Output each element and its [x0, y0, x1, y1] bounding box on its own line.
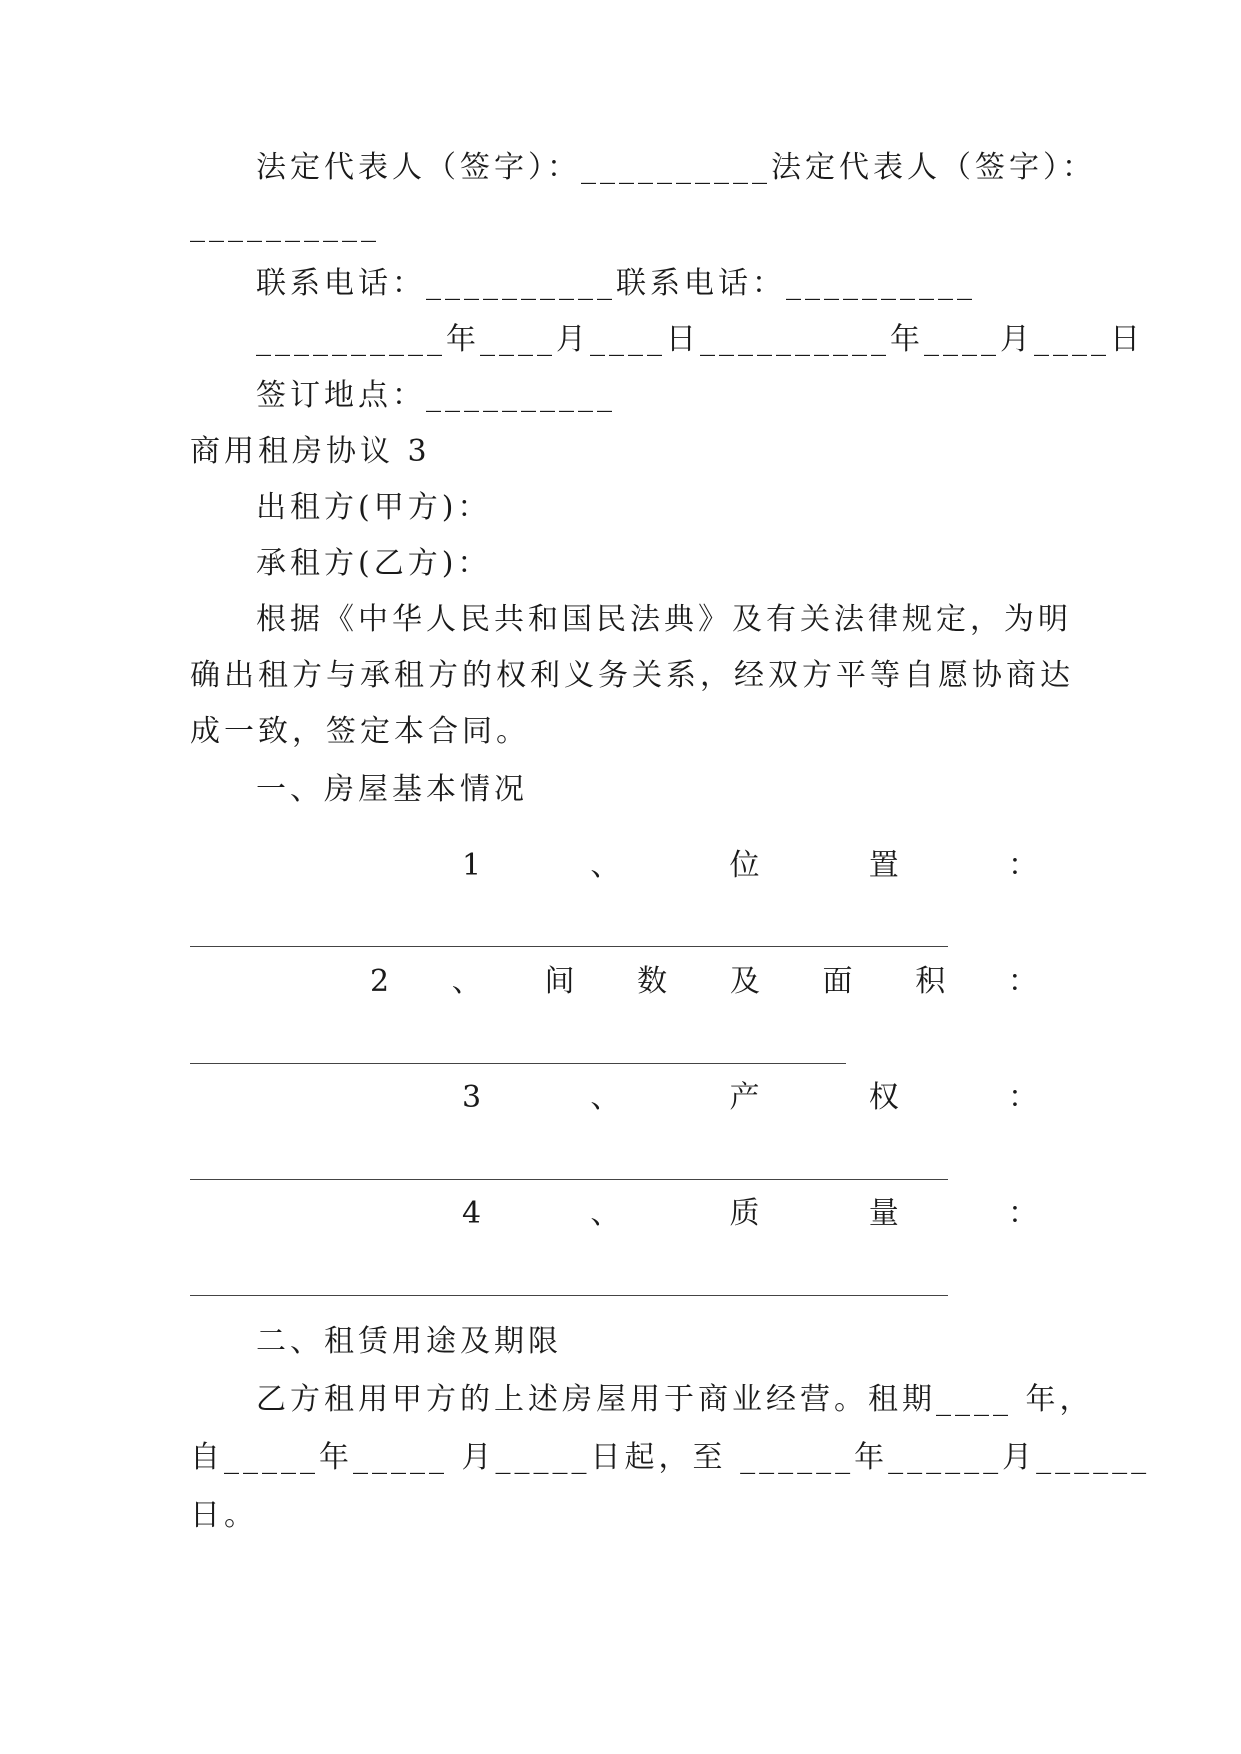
blank-underline [190, 1063, 846, 1064]
lease-term-line-2: 自_____年_____ 月_____日起，至 ______年______月______ [190, 1440, 1151, 1475]
item-part: ： [1007, 848, 1038, 883]
item-part: 2 [370, 964, 390, 999]
item-part: 及 [729, 964, 760, 999]
date-line: __________年____月____日__________年____月____日 [256, 322, 1144, 357]
item-3-ownership [462, 1078, 1038, 1118]
blank-underline [190, 1179, 948, 1180]
item-1-location [462, 846, 1038, 886]
preamble-line-1: 根据《中华人民共和国民法典》及有关法律规定，为明 [256, 602, 1072, 637]
item-part: 、 [590, 1080, 621, 1115]
item-part: 3 [462, 1080, 482, 1115]
section-1-heading: 一、房屋基本情况 [256, 772, 528, 807]
item-2-rooms-area [370, 962, 1038, 1002]
blank-underline [190, 1295, 948, 1296]
preamble-line-2: 确出租方与承租方的权利义务关系，经双方平等自愿协商达 [190, 658, 1074, 693]
item-part: 质 [729, 1196, 760, 1231]
legal-rep-signature-continuation: __________ [190, 208, 380, 243]
lease-term-line-3: 日。 [190, 1498, 258, 1533]
item-part: 、 [451, 964, 482, 999]
item-part: 量 [868, 1196, 899, 1231]
lessee-line: 承租方(乙方)： [256, 546, 492, 581]
item-part: 位 [729, 848, 760, 883]
item-part: 积 [915, 964, 946, 999]
item-part: 权 [868, 1080, 899, 1115]
item-part: 、 [590, 1196, 621, 1231]
item-part: 间 [544, 964, 575, 999]
item-part: 置 [868, 848, 899, 883]
preamble-line-3: 成一致，签定本合同。 [190, 714, 530, 749]
item-part: ： [1007, 964, 1038, 999]
item-part: 数 [637, 964, 668, 999]
item-part: 1 [462, 848, 482, 883]
item-4-quality [462, 1194, 1038, 1234]
contact-phone-line: 联系电话：__________联系电话：__________ [256, 266, 976, 301]
item-part: ： [1007, 1080, 1038, 1115]
item-part: 面 [822, 964, 853, 999]
item-part: 、 [590, 848, 621, 883]
item-part: 4 [462, 1196, 482, 1231]
item-part: 产 [729, 1080, 760, 1115]
contract-title: 商用租房协议 3 [190, 434, 431, 469]
item-part: ： [1007, 1196, 1038, 1231]
legal-rep-signature-line: 法定代表人（签字）：__________法定代表人（签字）： [256, 150, 1096, 185]
lease-term-line-1: 乙方租用甲方的上述房屋用于商业经营。租期____ 年， [256, 1382, 1094, 1417]
section-2-heading: 二、租赁用途及期限 [256, 1324, 562, 1359]
blank-underline [190, 946, 948, 947]
signing-place-line: 签订地点：__________ [256, 378, 616, 413]
lessor-line: 出租方(甲方)： [256, 490, 492, 525]
